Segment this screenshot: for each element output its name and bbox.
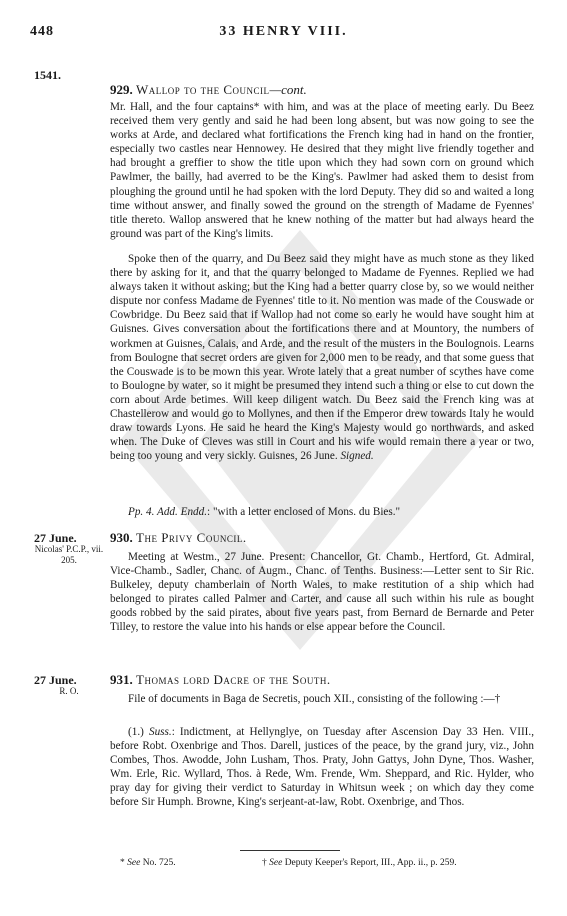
footnote-text: No. 725.: [140, 858, 176, 868]
endorsement-label: Pp. 4. Add. Endd.: [128, 506, 208, 518]
entry-title: The Privy Council.: [136, 530, 247, 545]
entry-title: Thomas lord Dacre of the South.: [136, 672, 331, 687]
footnote-2: [262, 858, 457, 868]
footnote-mark: †: [262, 858, 270, 868]
entry-930-para-1: Meeting at Westm., 27 June. Present: Chancellor, Gt. Chamb., Hertford, Gt. Admiral, Vice-Chamb., Sadler, Chanc. of Augm., Chanc. of Tenths. Business:—Letter sent to Sir Ric. Bulkeley, deputy chamberlain of North Wales, to make restitution of a ship which had belonged to pirates called Palmer and Carter, and cause all such within his rule as bought goods robbed by the said pirates, about five years past, from Bernard de Bernarde and Peter Tilley, to restore the value into his hands or else appear before the Council.: [110, 551, 534, 634]
page-number: 448: [30, 24, 54, 39]
entry-931-para-1: File of documents in Baga de Secretis, pouch XII., consisting of the following :—†: [128, 693, 501, 705]
endorsement-text: : "with a letter enclosed of Mons. du Bies.": [207, 506, 401, 518]
entry-929-para-3: [110, 505, 534, 519]
margin-reference: R. O.: [59, 686, 79, 696]
footnote-mark: *: [120, 858, 128, 868]
signed-note: Signed.: [340, 450, 374, 463]
running-head: 33 HENRY VIII.: [219, 24, 348, 39]
county-abbrev: Suss.: [148, 726, 172, 738]
entry-931-para-2: [110, 725, 534, 810]
entry-number: 929.: [110, 82, 133, 97]
footnote-see: See: [269, 858, 283, 868]
entry-number: 930.: [110, 530, 133, 545]
para-text: : Indictment, at Hellynglye, on Tuesday after Ascension Day 33 Hen. VIII., before Robt. Oxenbrige and Thos. Darell, justices of the peace, by the grand jury, viz., John Combes, Thos. Awodde, John Lusham, Thos. Praty, John Gattys, John Dyne, Thos. Washer, Wm. Erle, Ric. Wyllard, Thos. à Rede, Wm. Frende, Wm. Sheppard, and Ric. Hylder, who pray day for giving their verdict to Saturday in Whitsun week ; on which day they come before Sir Humph. Browne, King's serjeant-at-law, Robt. Oxenbrige, and Thos.: [110, 726, 534, 809]
margin-date: 27 June.: [34, 673, 77, 687]
footnote-see: See: [127, 858, 141, 868]
margin-date: 27 June.: [34, 531, 77, 545]
para-text: Spoke then of the quarry, and Du Beez said they might have as much stone as they liked there by asking for it, and that the quarry belonged to Madame de Fyennes. Replied we had always taken it without asking; but the King had a better quarry close by, so we would neither dispute nor confess Madame de Fyennes' title to it. No mention was made of the Couswade or Cowbridge. Du Beez said that if Wallop had not come so early he would have sought him at Guisnes. Gives conversation about the fortifications there and at Mountory, the numbers of workmen at Guisnes, Calais, and Arde, and the result of the musters in the Boulognois. Learns from Boulogne that secret orders are given for 2,000 men to be ready, and that some guess that the Couswade is to be mown this year. Wrote lately that a great number of scythes have come to Boulogne by water, so it might be presumed they intend such a thing or else to cut down the corn about Arde betimes. Will keep diligent watch. Du Beez said the French king was at Chastellerow and would go to Mollynes, and then if the Emperor drew towards Italy he would draw towards Lyons. He said he heard the King's Majesty would go northwards, and asked when. The Duke of Cleves was still in Court and his wife would remain there a year or two, being too young and very sickly. Guisnes, 26 June.: [110, 253, 534, 463]
footnote-1: [120, 858, 176, 868]
footnote-text: Deputy Keeper's Report, III., App. ii., p. 259.: [282, 858, 457, 868]
footnote-rule: [240, 850, 340, 851]
entry-929-para-2: [110, 252, 534, 463]
entry-number: 931.: [110, 672, 133, 687]
item-label: (1.): [128, 726, 144, 738]
entry-929-heading: [110, 82, 307, 98]
entry-title-suffix: —cont.: [269, 82, 307, 97]
entry-931-margin: [34, 674, 104, 697]
entry-931-heading: [110, 672, 331, 688]
entry-title: Wallop to the Council: [136, 82, 270, 97]
entry-929-para-1: Mr. Hall, and the four captains* with him, and was at the place of meeting early. Du Beez received them very gently and said he had been long absent, but was now going to see the works at Arde, and declared what fortifications the French king had in hand on the frontier, especially two castles near Hennowey. He desired that they might live friendly together and had brought a greffier to show the title upon which they had sown corn on ground which Pawlmer, the bailly, had averred to be the King's. Pawlmer had asked them to desist from ploughing the ground until he had spoken with the lord Deputy. They did so and waited a long time without answer, and finally sowed the ground on the strength of Madame de Fyennes' title thereto. Wallop answered that he knew nothing of the matter but had always heard the ground was part of the King's limits.: [110, 101, 534, 240]
entry-930-margin: [34, 532, 104, 566]
margin-year: 1541.: [34, 68, 61, 82]
entry-930-heading: [110, 530, 247, 546]
page-header: [30, 24, 537, 46]
margin-reference: Nicolas' P.C.P., vii. 205.: [34, 544, 104, 565]
